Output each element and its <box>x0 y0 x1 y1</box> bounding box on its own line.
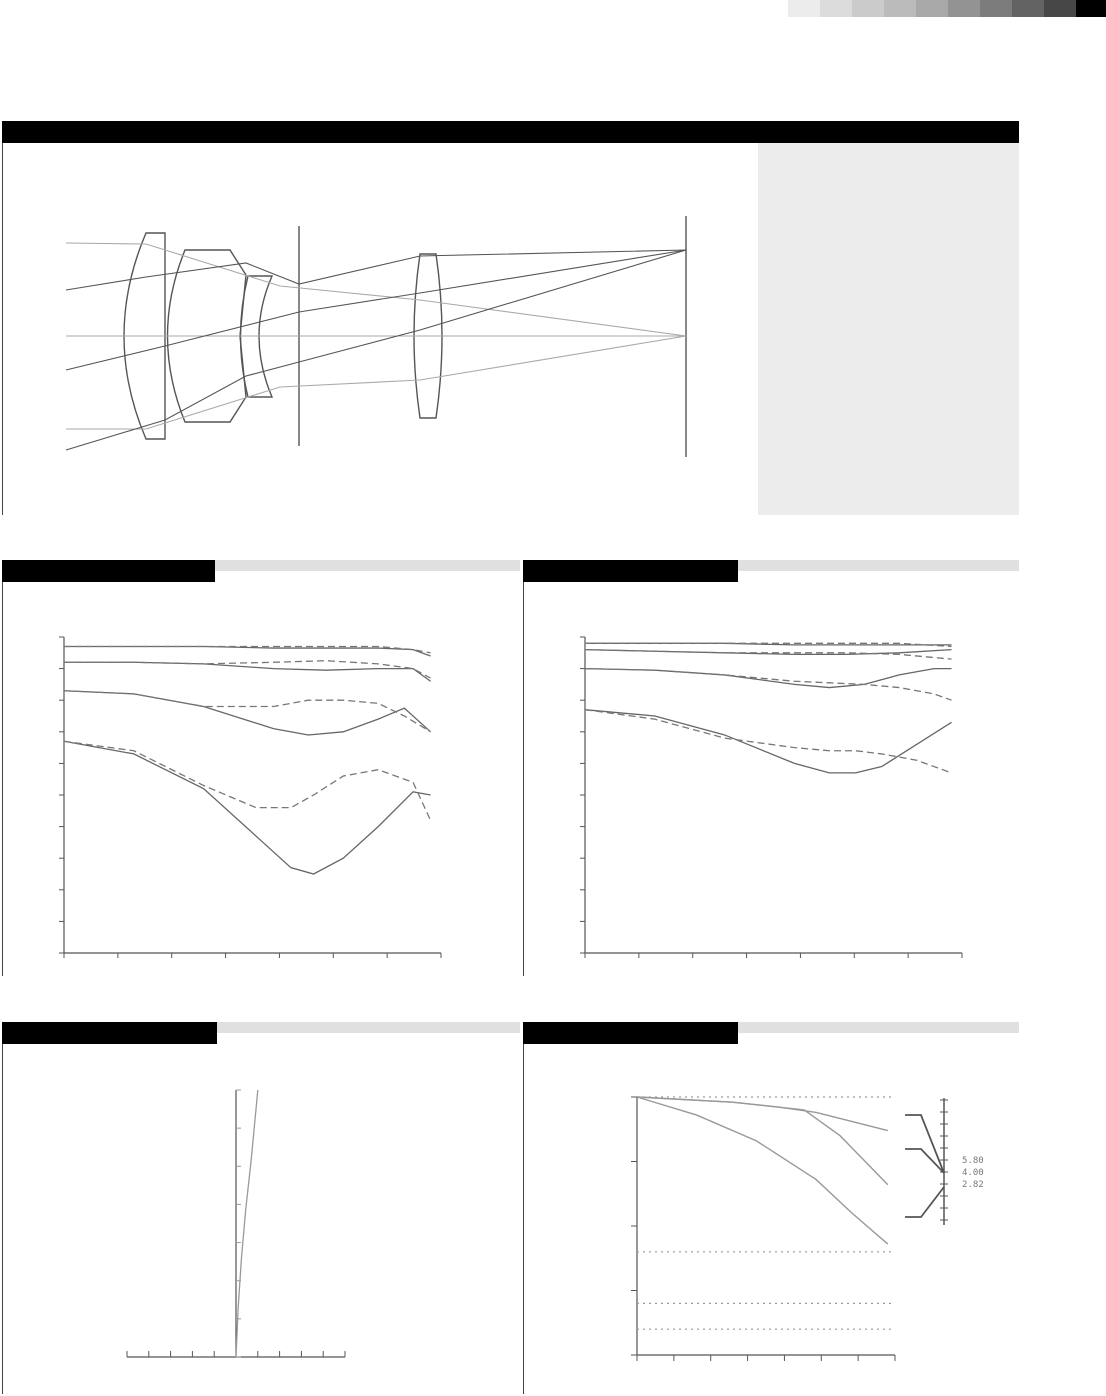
vignetting-curve-1 <box>637 1097 888 1131</box>
f-number-label: 2.82 <box>962 1180 984 1190</box>
aperture-connector <box>905 1115 944 1173</box>
f-number-label: 4.00 <box>962 1168 984 1178</box>
f-number-label: 5.80 <box>962 1156 984 1166</box>
vignetting-curve-2 <box>637 1097 888 1185</box>
vignetting-curve-3 <box>637 1097 888 1244</box>
aperture-connector <box>905 1149 944 1173</box>
aperture-connector <box>905 1187 944 1217</box>
